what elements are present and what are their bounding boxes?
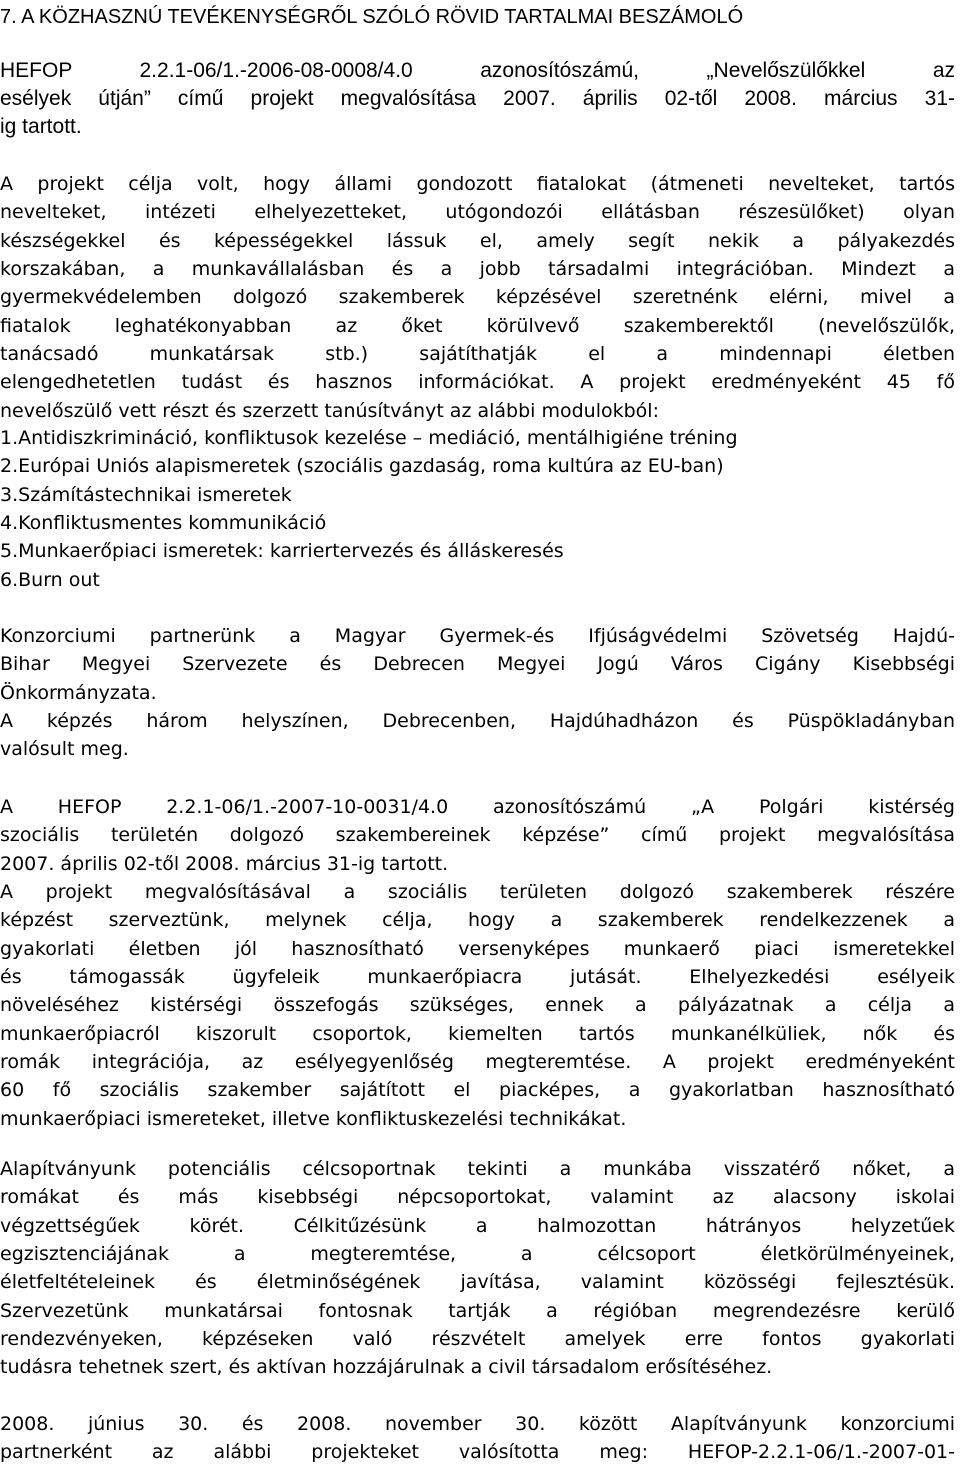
text-line: 60 fő szociális szakember sajátított el piacképes, a gyakorlatban hasznosítható xyxy=(0,1079,955,1102)
text-line: nevelőszülő vett részt és szerzett tanúsítványt az alábbi modulokból: xyxy=(0,399,659,422)
section-heading: 7. A KÖZHASZNÚ TEVÉKENYSÉGRŐL SZÓLÓ RÖVID TARTALMAI BESZÁMOLÓ xyxy=(0,6,744,28)
text-line: A projekt megvalósításával a szociális területen dolgozó szakemberek részére xyxy=(0,881,955,904)
text-line: tanácsadó munkatársak stb.) sajátíthatják el a mindennapi életben xyxy=(0,343,955,366)
text-line: szociális területén dolgozó szakembereinek képzése” című projekt megvalósítása xyxy=(0,824,955,847)
text-line: elengedhetetlen tudást és hasznos információkat. A projekt eredményeként 45 fő xyxy=(0,371,955,394)
text-line: HEFOP 2.2.1-06/1.-2006-08-0008/4.0 azonosítószámú, „Nevelőszülőkkel az xyxy=(0,59,955,82)
text-line: munkaerőpiacról kiszorult csoportok, kiemelten tartós munkanélküliek, nők és xyxy=(0,1022,955,1045)
list-item: 6.Burn out xyxy=(0,568,100,591)
text-line: romákat és más kisebbségi népcsoportokat, valamint az alacsony iskolai xyxy=(0,1186,955,1209)
text-line: rendezvényeken, képzéseken való részvételt amelyek erre fontos gyakorlati xyxy=(0,1328,955,1351)
consortium-partner-paragraph xyxy=(0,622,955,764)
text-line: életfeltételeinek és életminőségének javítása, valamint közösségi fejlesztésük. xyxy=(0,1271,955,1294)
text-line: tudásra tehetnek szert, és aktívan hozzájárulnak a civil társadalom erősítéséhez. xyxy=(0,1356,773,1379)
text-line: munkaerőpiaci ismereteket, illetve konfliktuskezelési technikákat. xyxy=(0,1107,627,1130)
text-line: Konzorciumi partnerünk a Magyar Gyermek-és Ifjúságvédelmi Szövetség Hajdú- xyxy=(0,625,955,647)
list-item: 5.Munkaerőpiaci ismeretek: karriertervezés és álláskeresés xyxy=(0,540,564,563)
text-line: képzést szerveztünk, melynek célja, hogy a szakemberek rendelkezzenek a xyxy=(0,909,955,932)
text-line: növeléséhez kistérségi összefogás szükséges, ennek a pályázatnak a célja a xyxy=(0,994,955,1017)
text-line: Önkormányzata. xyxy=(0,681,157,704)
list-item: 2.Európai Uniós alapismeretek (szociális gazdaság, roma kultúra az EU-ban) xyxy=(0,455,724,478)
text-line: és támogassák ügyfeleik munkaerőpiacra jutását. Elhelyezkedési esélyeik xyxy=(0,966,955,989)
consortium-projects-paragraph xyxy=(0,1410,955,1467)
list-item: 4.Konfliktusmentes kommunikáció xyxy=(0,512,327,535)
hefop2-project-paragraph xyxy=(0,793,955,1133)
text-line: 2008. június 30. és 2008. november 30. között Alapítványunk konzorciumi xyxy=(0,1413,955,1435)
text-line: gyermekvédelemben dolgozó szakemberek képzésével szeretnénk elérni, mivel a xyxy=(0,286,955,309)
list-item: 3.Számítástechnikai ismeretek xyxy=(0,483,292,506)
text-line: Alapítványunk potenciális célcsoportnak tekinti a munkába visszatérő nőket, a xyxy=(0,1158,955,1180)
text-line: Szervezetünk munkatársai fontosnak tartják a régióban megrendezésre kerülő xyxy=(0,1299,955,1322)
list-item: 1.Antidiszkrimináció, konfliktusok kezelése – mediáció, mentálhigiéne tréning xyxy=(0,427,738,449)
text-line: A képzés három helyszínen, Debrecenben, Hajdúhadházon és Püspökladányban xyxy=(0,710,955,733)
text-line: 2007. április 02-től 2008. március 31-ig tartott. xyxy=(0,852,449,875)
text-line: fiatalok leghatékonyabban az őket körülvevő szakemberektől (nevelőszülők, xyxy=(0,314,955,337)
project-goal-paragraph xyxy=(0,170,955,425)
text-line: korszakában, a munkavállalásban és a jobb társadalmi integrációban. Mindezt a xyxy=(0,258,955,281)
text-line: valósult meg. xyxy=(0,738,129,761)
text-line: esélyek útján” című projekt megvalósítása 2007. április 02-től 2008. március 31- xyxy=(0,87,955,110)
text-line: készségekkel és képességekkel lássuk el, amely segít nekik a pályakezdés xyxy=(0,229,955,252)
text-line: ig tartott. xyxy=(0,115,82,138)
text-line: A HEFOP 2.2.1-06/1.-2007-10-0031/4.0 azonosítószámú „A Polgári kistérség xyxy=(0,796,955,818)
text-line: partnerként az alábbi projekteket valósította meg: HEFOP-2.2.1-06/1.-2007-01- xyxy=(0,1441,955,1464)
text-line: egzisztenciájának a megteremtése, a célcsoport életkörülményeinek, xyxy=(0,1243,955,1266)
text-line: nevelteket, intézeti elhelyezetteket, utógondozói ellátásban részesülőket) olyan xyxy=(0,201,955,224)
text-line: gyakorlati életben jól hasznosítható versenyképes munkaerő piaci ismeretekkel xyxy=(0,937,955,960)
hefop1-intro-paragraph xyxy=(0,57,955,141)
text-line: végzettségűek körét. Célkitűzésünk a halmozottan hátrányos helyzetűek xyxy=(0,1214,955,1237)
text-line: romák integrációja, az esélyegyenlőség megteremtése. A projekt eredményeként xyxy=(0,1051,955,1074)
text-line: Bihar Megyei Szervezete és Debrecen Megyei Jogú Város Cigány Kisebbségi xyxy=(0,653,955,676)
foundation-target-paragraph xyxy=(0,1155,955,1382)
text-line: A projekt célja volt, hogy állami gondozott fiatalokat (átmeneti nevelteket, tartós xyxy=(0,173,955,195)
module-list xyxy=(0,424,955,594)
